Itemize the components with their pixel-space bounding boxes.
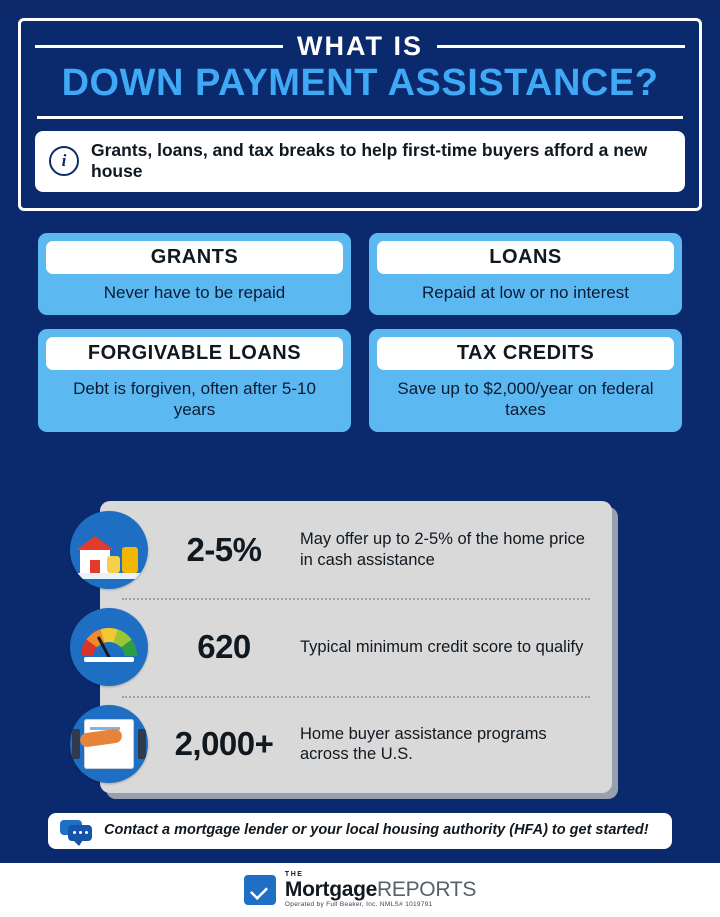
card-body: Debt is forgiven, often after 5-10 years — [73, 378, 316, 420]
stat-value: 620 — [197, 627, 251, 665]
mortgage-reports-checkmark-icon — [244, 875, 276, 905]
callout-text: Contact a mortgage lender or your local housing authority (HFA) to get started! — [104, 822, 649, 839]
stat-row — [116, 696, 596, 793]
brand-footer — [0, 863, 720, 917]
card-grants — [38, 233, 351, 315]
stat-row — [116, 598, 596, 695]
header-divider — [37, 116, 683, 119]
chat-bubbles-icon — [60, 820, 94, 842]
credit-score-gauge-icon — [70, 608, 148, 686]
stat-description: Typical minimum credit score to qualify — [300, 637, 584, 656]
stat-value: 2-5% — [186, 530, 262, 568]
brand-operated-by: Operated by Full Beaker, Inc. NMLS# 1019791 — [284, 901, 433, 909]
handshake-document-icon — [70, 705, 148, 783]
brand-name-light: REPORTS — [377, 878, 477, 902]
card-title: FORGIVABLE LOANS — [87, 341, 302, 364]
header-eyebrow: WHAT IS — [297, 31, 423, 61]
header-rule-left — [35, 45, 283, 48]
brand-name-bold: Mortgage — [284, 878, 378, 902]
card-title-wrap — [46, 241, 343, 274]
infographic-page — [0, 18, 720, 917]
card-tax-credits — [369, 329, 682, 433]
subtitle-callout — [35, 131, 685, 192]
subtitle-text: Grants, loans, and tax breaks to help first-time buyers afford a new house — [91, 139, 648, 182]
card-loans — [369, 233, 682, 315]
brand-lockup — [285, 871, 476, 909]
stat-description: May offer up to 2-5% of the home price in cash assistance — [300, 530, 585, 569]
assistance-type-cards — [38, 233, 682, 433]
stat-value: 2,000+ — [174, 725, 274, 763]
card-title-wrap — [377, 241, 674, 274]
house-and-coins-icon — [70, 511, 148, 589]
card-body: Never have to be repaid — [103, 282, 286, 302]
card-body: Repaid at low or no interest — [422, 282, 629, 302]
header-rule-right — [437, 45, 685, 48]
card-body: Save up to $2,000/year on federal taxes — [397, 378, 654, 420]
card-title: LOANS — [489, 245, 562, 268]
card-forgivable-loans — [38, 329, 351, 433]
header-panel — [18, 18, 702, 211]
stat-row — [116, 501, 596, 598]
card-title: TAX CREDITS — [456, 341, 595, 364]
card-title: GRANTS — [150, 245, 239, 268]
brand-the: THE — [284, 871, 304, 879]
page-title: DOWN PAYMENT ASSISTANCE? — [61, 62, 659, 104]
card-title-wrap — [377, 337, 674, 370]
info-icon: i — [49, 146, 79, 176]
stats-panel — [100, 501, 612, 793]
contact-callout — [48, 813, 672, 849]
card-title-wrap — [46, 337, 343, 370]
header-title-row — [35, 31, 685, 62]
stat-description: Home buyer assistance programs across the U.S. — [300, 724, 547, 764]
